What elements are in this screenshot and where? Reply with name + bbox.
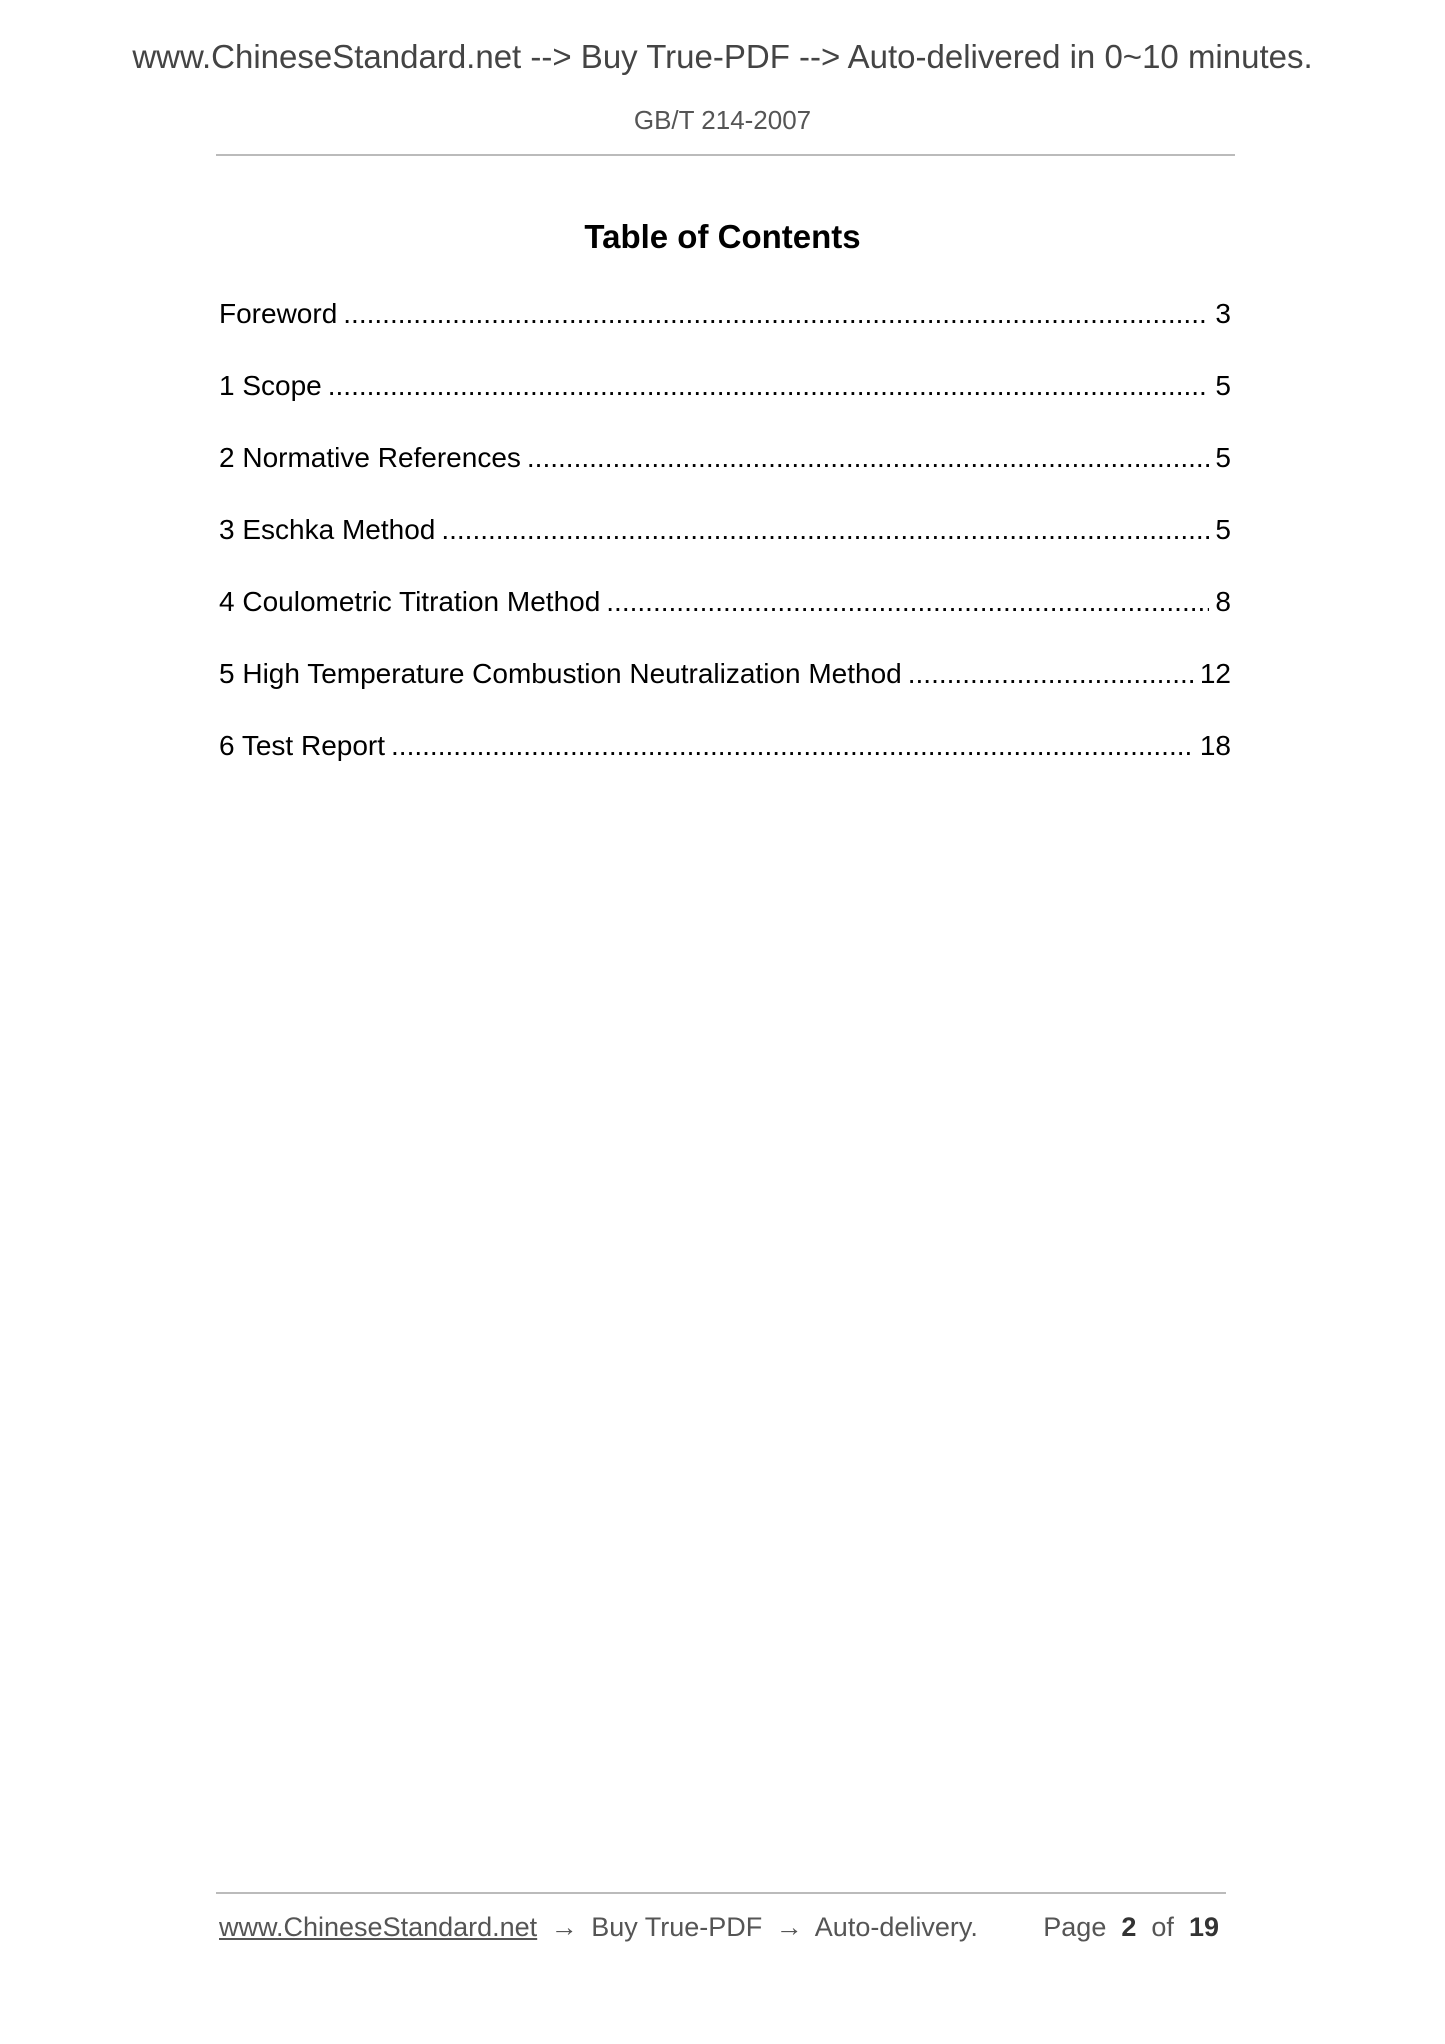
toc-entry-label: 1 Scope <box>219 370 322 401</box>
toc-dot-leader <box>441 514 1209 546</box>
toc-entry-normative-references[interactable] <box>219 442 1231 514</box>
page-counter <box>1043 1912 1219 1943</box>
toc-dot-leader <box>391 730 1194 762</box>
toc-dot-leader <box>343 298 1209 330</box>
toc-entry-page: 8 <box>1215 586 1231 617</box>
toc-entry-page: 3 <box>1215 298 1231 329</box>
toc-entry-label: 3 Eschka Method <box>219 514 436 545</box>
arrow-right-icon: → <box>775 1912 803 1942</box>
page-of: of <box>1151 1912 1174 1942</box>
toc-dot-leader <box>527 442 1210 474</box>
top-banner: www.ChineseStandard.net --> Buy True-PDF --> Auto-delivered in 0~10 minutes. <box>132 38 1313 75</box>
page-footer <box>219 1912 1219 1943</box>
toc-dot-leader <box>606 586 1209 618</box>
toc-entry-page: 12 <box>1199 658 1231 689</box>
toc-entry-label: Foreword <box>219 298 338 329</box>
footer-divider <box>216 1892 1226 1894</box>
toc-entry-label: 4 Coulometric Titration Method <box>219 586 601 617</box>
toc-entry-scope[interactable] <box>219 370 1231 442</box>
toc-entry-foreword[interactable] <box>219 298 1231 370</box>
toc-entry-eschka-method[interactable] <box>219 514 1231 586</box>
page-total: 19 <box>1188 1912 1219 1942</box>
toc-entry-page: 18 <box>1199 730 1231 761</box>
toc-entry-page: 5 <box>1215 442 1231 473</box>
toc-dot-leader <box>328 370 1210 402</box>
toc-entry-label: 6 Test Report <box>219 730 386 761</box>
footer-buy-text: Buy True-PDF <box>591 1912 763 1942</box>
page-current: 2 <box>1121 1912 1137 1942</box>
toc-entry-label: 2 Normative References <box>219 442 521 473</box>
toc-entry-label: 5 High Temperature Combustion Neutralization Method <box>219 658 902 689</box>
toc-dot-leader <box>908 658 1194 690</box>
toc-list <box>219 298 1231 802</box>
toc-entry-page: 5 <box>1215 514 1231 545</box>
footer-site-link[interactable]: www.ChineseStandard.net <box>219 1912 538 1942</box>
header-divider <box>216 154 1235 156</box>
toc-entry-test-report[interactable] <box>219 730 1231 802</box>
toc-entry-high-temperature-combustion[interactable] <box>219 658 1231 730</box>
toc-entry-page: 5 <box>1215 370 1231 401</box>
page-label: Page <box>1043 1912 1107 1942</box>
arrow-right-icon: → <box>550 1912 578 1942</box>
footer-delivery-text: Auto-delivery. <box>814 1912 978 1942</box>
toc-title: Table of Contents <box>584 218 861 255</box>
document-code: GB/T 214-2007 <box>633 105 812 135</box>
toc-entry-coulometric-titration-method[interactable] <box>219 586 1231 658</box>
